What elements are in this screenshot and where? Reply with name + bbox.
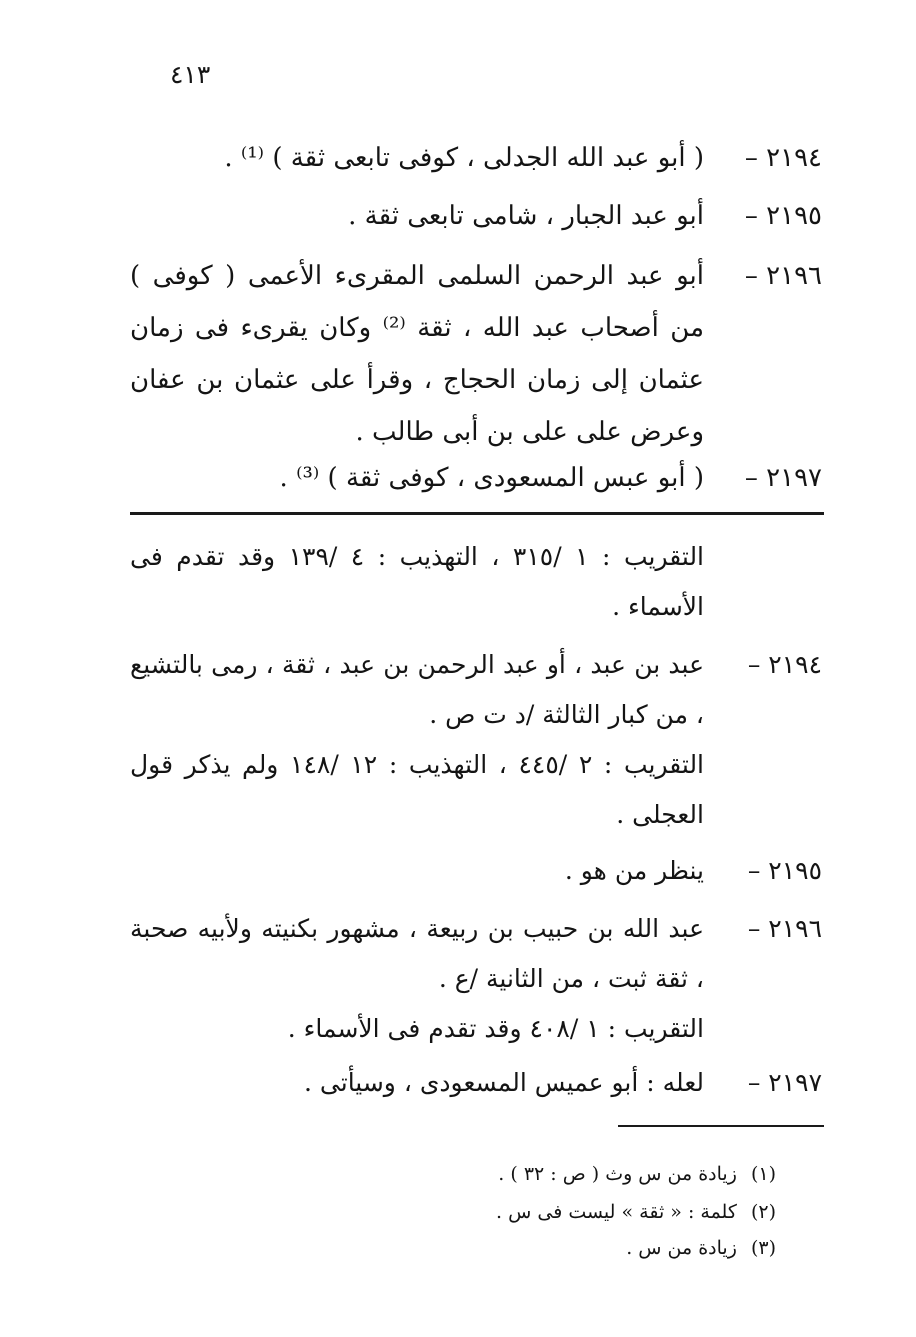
entry-text: ( أبو عبس المسعودى ، كوفى ثقة ) ⁽³⁾ .	[279, 463, 704, 493]
entry-2197	[130, 452, 822, 504]
footnote-number: (١)	[750, 1163, 776, 1185]
note-text: عبد بن عبد ، أو عبد الرحمن بن عبد ، ثقة ، رمى بالتشيع ، من كبار الثالثة /د ت ص .	[130, 650, 704, 729]
note-number: ٢١٩٥ –	[747, 856, 822, 885]
entry-number: ٢١٩٧ –	[744, 463, 822, 493]
entry-number: ٢١٩٥ –	[744, 201, 822, 231]
entry-text: ( أبو عبد الله الجدلى ، كوفى تابعى ثقة ) ⁽¹⁾ .	[224, 143, 704, 173]
footnote-number: (٣)	[750, 1237, 776, 1259]
footnote-1	[296, 1158, 776, 1190]
note-reference: التقريب : ١ /٤٠٨ وقد تقدم فى الأسماء .	[287, 1014, 704, 1043]
footnote-2	[296, 1196, 776, 1228]
entry-2195	[130, 190, 822, 242]
note-2196	[130, 904, 822, 1054]
note-reference: التقريب : ٢ /٤٤٥ ، التهذيب : ١٢ /١٤٨ ولم يذكر قول العجلى .	[130, 750, 705, 829]
note-number: ٢١٩٤ –	[747, 650, 822, 679]
note-text: لعله : أبو عميس المسعودى ، وسيأتى .	[304, 1068, 704, 1097]
note-2194	[130, 640, 822, 840]
note-2195	[130, 846, 822, 896]
notes-intro	[130, 532, 822, 632]
notes-intro-text: التقريب : ١ /٣١٥ ، التهذيب : ٤ /١٣٩ وقد تقدم فى الأسماء .	[130, 542, 705, 621]
note-number: ٢١٩٧ –	[747, 1068, 822, 1097]
entry-text: أبو عبد الرحمن السلمى المقرىء الأعمى ( كوفى ) من أصحاب عبد الله ، ثقة ⁽²⁾ وكان يقرىء فى زمان عثمان إلى زمان الحجاج ، وقرأ على عثمان بن عفان وعرض على على بن أبى طالب .	[130, 261, 704, 447]
footnote-text: كلمة : « ثقة » ليست فى س .	[496, 1201, 737, 1223]
note-text: عبد الله بن حبيب بن ربيعة ، مشهور بكنيته ولأبيه صحبة ، ثقة ثبت ، من الثانية /ع .	[130, 914, 704, 993]
note-number: ٢١٩٦ –	[747, 914, 822, 943]
footnote-text: زيادة من س .	[626, 1237, 737, 1259]
footnote-number: (٢)	[750, 1201, 776, 1223]
footnote-3	[296, 1232, 776, 1264]
footnote-text: زيادة من س وث ( ص : ٣٢ ) .	[498, 1163, 737, 1185]
footnote-divider	[618, 1125, 824, 1127]
entry-number: ٢١٩٦ –	[744, 261, 822, 291]
entry-2196	[130, 250, 822, 458]
entry-number: ٢١٩٤ –	[744, 143, 822, 173]
entry-text: أبو عبد الجبار ، شامى تابعى ثقة .	[348, 201, 704, 231]
entry-2194	[130, 132, 822, 184]
section-divider	[130, 512, 824, 515]
note-2197	[130, 1058, 822, 1108]
note-text: ينظر من هو .	[564, 856, 704, 885]
page-number: ٤١٣	[170, 60, 211, 89]
